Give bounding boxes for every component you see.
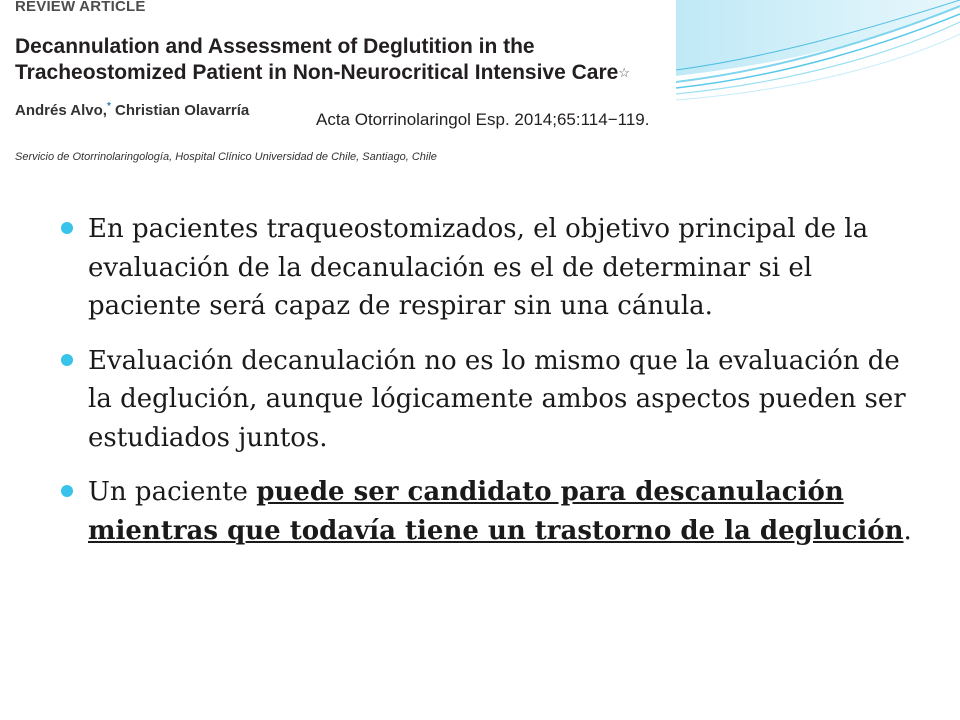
article-title-line2: Tracheostomized Patient in Non-Neurocritical Intensive Care xyxy=(15,61,619,84)
article-title-line1: Decannulation and Assessment of Deglutition in the xyxy=(15,35,535,58)
bullet-text: En pacientes traqueostomizados, el objetivo principal de la evaluación de la decanulación es el de determinar si el paciente será capaz de respirar sin una cánula. xyxy=(88,214,869,321)
bullet-suffix: . xyxy=(903,515,912,546)
author-1: Andrés Alvo, xyxy=(15,102,107,119)
author-mark: * xyxy=(106,101,111,112)
article-kicker: REVIEW ARTICLE xyxy=(15,0,146,15)
affiliation: Servicio de Otorrinolaringología, Hospital Clínico Universidad de Chile, Santiago, Chile xyxy=(15,151,437,163)
bullet-text: Evaluación decanulación no es lo mismo que la evaluación de la deglución, aunque lógicamente ambos aspectos pueden ser estudiados juntos. xyxy=(88,345,906,453)
decorative-swoosh xyxy=(676,0,960,110)
bullet-prefix: Un paciente xyxy=(88,477,257,507)
bullet-dot-icon xyxy=(61,485,73,497)
journal-citation: Acta Otorrinolaringol Esp. 2014;65:114−119. xyxy=(316,110,650,129)
article-title xyxy=(15,34,665,86)
bullet-item xyxy=(60,210,920,326)
bullet-item xyxy=(60,342,920,458)
bullet-dot-icon xyxy=(61,354,73,366)
author-2: Christian Olavarría xyxy=(110,102,250,119)
bullet-item xyxy=(60,473,920,550)
article-authors xyxy=(15,101,249,119)
bullet-dot-icon xyxy=(61,222,73,234)
title-star-mark: ☆ xyxy=(618,65,630,80)
bullet-emphasis: puede ser candidato para descanulación mientras que todavía tiene un trastorno de la deglución xyxy=(88,477,904,546)
bullet-list xyxy=(60,210,920,566)
article-header-image xyxy=(0,0,676,170)
